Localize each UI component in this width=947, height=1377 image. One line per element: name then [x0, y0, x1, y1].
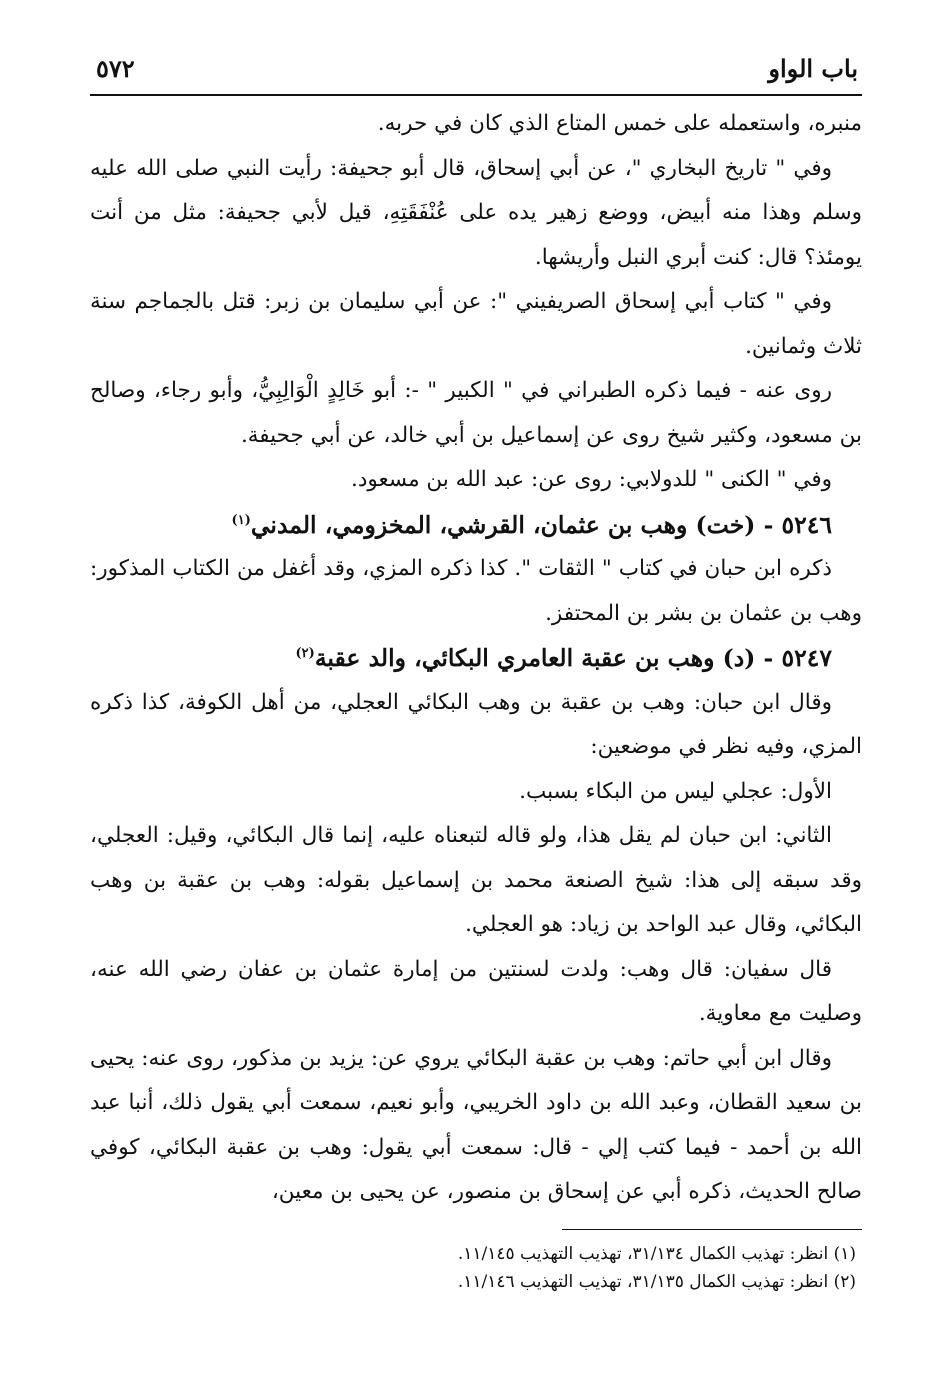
paragraph: قال سفيان: قال وهب: ولدت لسنتين من إمارة عثمان بن عفان رضي الله عنه، وصليت مع معاوية. — [90, 956, 862, 1026]
paragraph: الثاني: ابن حبان لم يقل هذا، ولو قاله لتبعناه عليه، إنما قال البكائي، وقيل: العجلي، وقد سبقه إلى هذا: شيخ الصنعة محمد بن إسماعيل بقوله: وهب بن عقبة بن وهب البكائي، وقال عبد الواحد بن زياد: هو العجلي. — [90, 823, 862, 937]
paragraph: روى عنه - فيما ذكره الطبراني في " الكبير " -: أبو خَالِدٍ الْوَالِبِيُّ، وأبو رجاء، وصالح بن مسعود، وكثير شيخ روى عن إسماعيل بن أبي خالد، عن أبي جحيفة. — [90, 378, 862, 448]
footnote: (٢) انظر: تهذيب الكمال ٣١/١٣٥، تهذيب التهذيب ١١/١٤٦. — [457, 1271, 856, 1292]
paragraph: وفي " كتاب أبي إسحاق الصريفيني ": عن أبي سليمان بن زبر: قتل بالجماجم سنة ثلاث وثمانين. — [90, 289, 862, 359]
paragraph: وفي " الكنى " للدولابي: روى عن: عبد الله بن مسعود. — [351, 467, 832, 492]
footnotes — [90, 1230, 862, 1296]
paragraph: منبره، واستعمله على خمس المتاع الذي كان في حربه. — [377, 111, 862, 136]
page-number: ٥٧٢ — [96, 54, 135, 83]
paragraph: الأول: عجلي ليس من البكاء بسبب. — [519, 778, 832, 804]
footnote: (١) انظر: تهذيب الكمال ٣١/١٣٤، تهذيب التهذيب ١١/١٤٥. — [457, 1243, 856, 1264]
running-header — [90, 48, 862, 96]
entry-heading — [90, 636, 862, 681]
main-text — [90, 96, 862, 1215]
book-page — [90, 48, 862, 1348]
entry-heading — [90, 503, 862, 548]
footnote-reference: (١) — [231, 512, 251, 528]
paragraph: وقال ابن حبان: وهب بن عقبة بن وهب البكائي العجلي، من أهل الكوفة، كذا ذكره المزي، وفيه نظر في موضعين: — [90, 689, 862, 759]
paragraph: ذكره ابن حبان في كتاب " الثقات ". كذا ذكره المزي، وقد أغفل من الكتاب المذكور: وهب بن عثمان بن بشر بن المحتفز. — [90, 556, 862, 626]
footnote-reference: (٢) — [295, 646, 315, 662]
entry-heading-text: ٥٢٤٦ - (خت) وهب بن عثمان، القرشي، المخزومي، المدني — [250, 510, 832, 539]
paragraph: وقال ابن أبي حاتم: وهب بن عقبة البكائي يروي عن: يزيد بن مذكور، روى عنه: يحيى بن سعيد القطان، وعبد الله بن داود الخريبي، وأبو نعيم، سمعت أبي يقول ذلك، أنبا عبد الله بن أحمد - فيما كتب إلي - قال: سمعت أبي يقول: وهب بن عقبة البكائي، كوفي صالح الحديث، ذكره أبي عن إسحاق بن منصور، عن يحيى بن معين، — [90, 1045, 862, 1204]
chapter-title: باب الواو — [768, 54, 858, 83]
entry-heading-text: ٥٢٤٧ - (د) وهب بن عقبة العامري البكائي، والد عقبة — [314, 644, 832, 672]
paragraph: وفي " تاريخ البخاري "، عن أبي إسحاق، قال أبو جحيفة: رأيت النبي صلى الله عليه وسلم وهذا منه أبيض، ووضع زهير يده على عُنْفَقَتِهِ، قيل لأبي جحيفة: مثل من أنت يومئذ؟ قال: كنت أبري النبل وأريشها. — [90, 155, 862, 270]
